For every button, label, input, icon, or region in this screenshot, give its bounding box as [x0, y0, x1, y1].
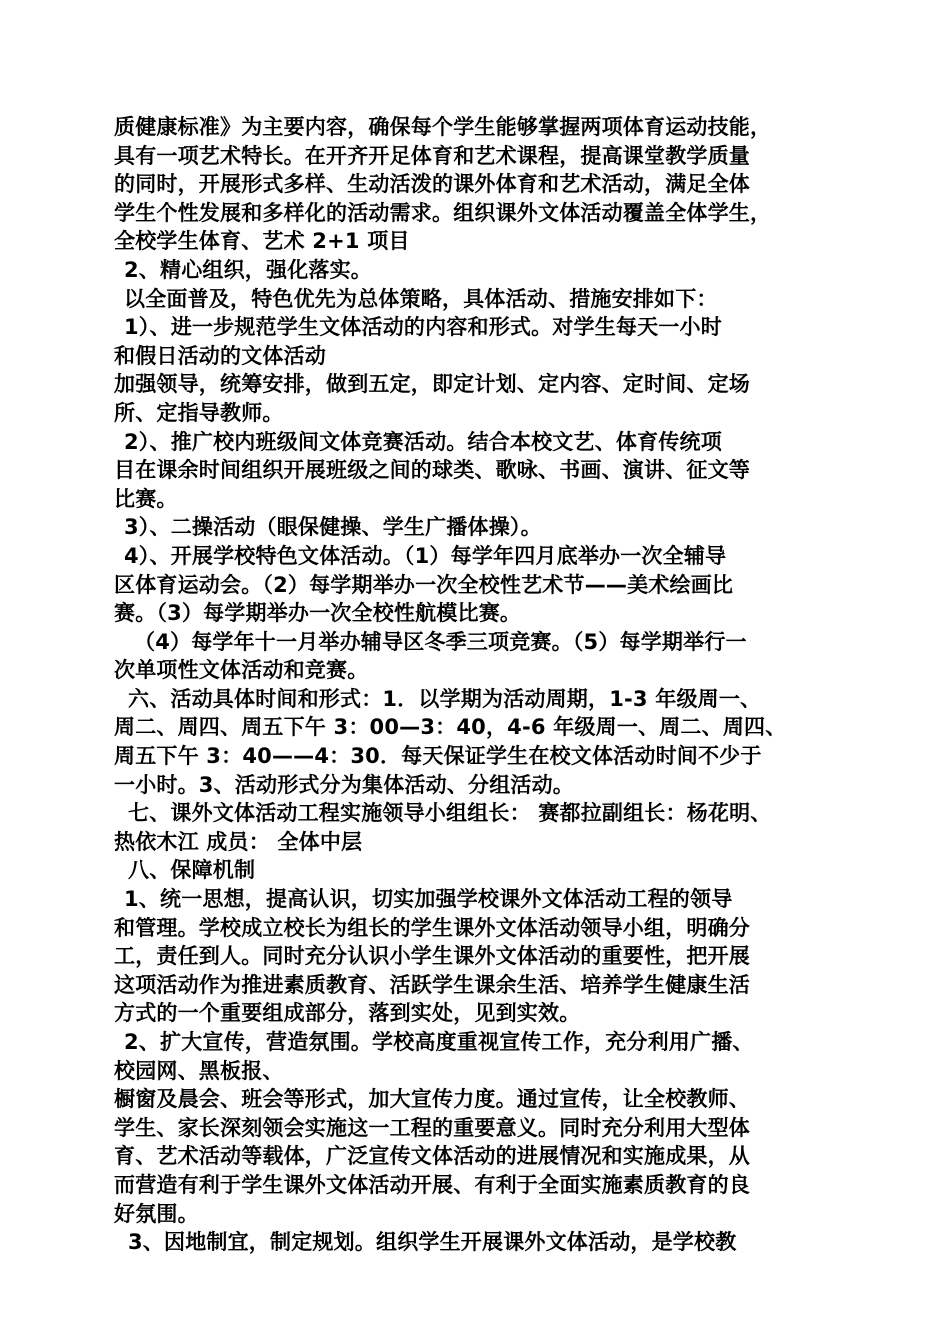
text-line: 全校学生体育、艺术 2+1 项目: [114, 229, 410, 254]
list-item: 3、因地制宜，制定规划。组织学生开展课外文体活动，是学校教: [128, 1230, 737, 1255]
list-item: 2）、推广校内班级间文体竞赛活动。结合本校文艺、体育传统项: [124, 429, 722, 454]
text-line: 次单项性文体活动和竞赛。: [114, 658, 369, 683]
list-item: 4）、开展学校特色文体活动。（1）每学年四月底举办一次全辅导: [124, 543, 727, 568]
text-line: 这项活动作为推进素质教育、活跃学生课余生活、培养学生健康生活: [114, 972, 750, 997]
text-line: 方式的一个重要组成部分，落到实处，见到实效。: [114, 1001, 581, 1026]
section-heading: 六、活动具体时间和形式：1．以学期为活动周期，1-3 年级周一、: [128, 686, 762, 711]
text-line: 赛。（3）每学期举办一次全校性航模比赛。: [114, 601, 522, 626]
text-line: 工，责任到人。同时充分认识小学生课外文体活动的重要性，把开展: [114, 944, 750, 969]
list-item: 3）、二操活动（眼保健操、学生广播体操）。: [124, 515, 542, 540]
text-line: 具有一项艺术特长。在开齐开足体育和艺术课程，提高课堂教学质量: [114, 143, 750, 168]
text-line: 和假日活动的文体活动: [114, 343, 326, 368]
text-line: 所、定指导教师。: [114, 400, 284, 425]
text-line: 加强领导，统筹安排，做到五定，即定计划、定内容、定时间、定场: [114, 372, 750, 397]
document-body: [114, 113, 844, 1257]
text-line: 以全面普及，特色优先为总体策略，具体活动、措施安排如下：: [124, 286, 718, 311]
text-line: 周五下午 3：40——4：30．每天保证学生在校文体活动时间不少于: [114, 744, 762, 769]
text-line: 目在课余时间组织开展班级之间的球类、歌咏、书画、演讲、征文等: [114, 458, 750, 483]
text-line: 的同时，开展形式多样、生动活泼的课外体育和艺术活动，满足全体: [114, 172, 750, 197]
text-line: 周二、周四、周五下午 3：00—3：40，4-6 年级周一、周二、周四、: [114, 715, 787, 740]
text-line: 校园网、黑板报、: [114, 1058, 284, 1083]
section-heading: 2、精心组织，强化落实。: [124, 257, 373, 282]
list-item: 1）、进一步规范学生文体活动的内容和形式。对学生每天一小时: [124, 315, 722, 340]
list-item: 1、统一思想，提高认识，切实加强学校课外文体活动工程的领导: [124, 887, 733, 912]
text-line: 好氛围。: [114, 1201, 199, 1226]
text-line: 区体育运动会。（2）每学期举办一次全校性艺术节——美术绘画比: [114, 572, 734, 597]
text-line: 育、艺术活动等载体，广泛宣传文体活动的进展情况和实施成果，从: [114, 1144, 750, 1169]
text-line: 学生个性发展和多样化的活动需求。组织课外文体活动覆盖全体学生，: [114, 200, 772, 225]
text-line: 橱窗及晨会、班会等形式，加大宣传力度。通过宣传，让全校教师、: [114, 1087, 750, 1112]
text-line: （4）每学年十一月举办辅导区冬季三项竞赛。（5）每学期举行一: [134, 629, 747, 654]
text-line: 而营造有利于学生课外文体活动开展、有利于全面实施素质教育的良: [114, 1172, 750, 1197]
section-heading: 七、课外文体活动工程实施领导小组组长： 赛都拉副组长：杨花明、: [128, 801, 772, 826]
list-item: 2、扩大宣传，营造氛围。学校高度重视宣传工作，充分利用广播、: [124, 1030, 754, 1054]
text-line: 一小时。3、活动形式分为集体活动、分组活动。: [114, 772, 575, 797]
text-line: 比赛。: [114, 486, 178, 511]
text-line: 学生、家长深刻领会实施这一工程的重要意义。同时充分利用大型体: [114, 1115, 750, 1140]
text-line: 热依木江 成员： 全体中层: [114, 829, 363, 854]
section-heading: 八、保障机制: [128, 858, 256, 883]
text-line: 和管理。学校成立校长为组长的学生课外文体活动领导小组，明确分: [114, 915, 750, 940]
text-line: 质健康标准》为主要内容，确保每个学生能够掌握两项体育运动技能，: [114, 115, 772, 139]
